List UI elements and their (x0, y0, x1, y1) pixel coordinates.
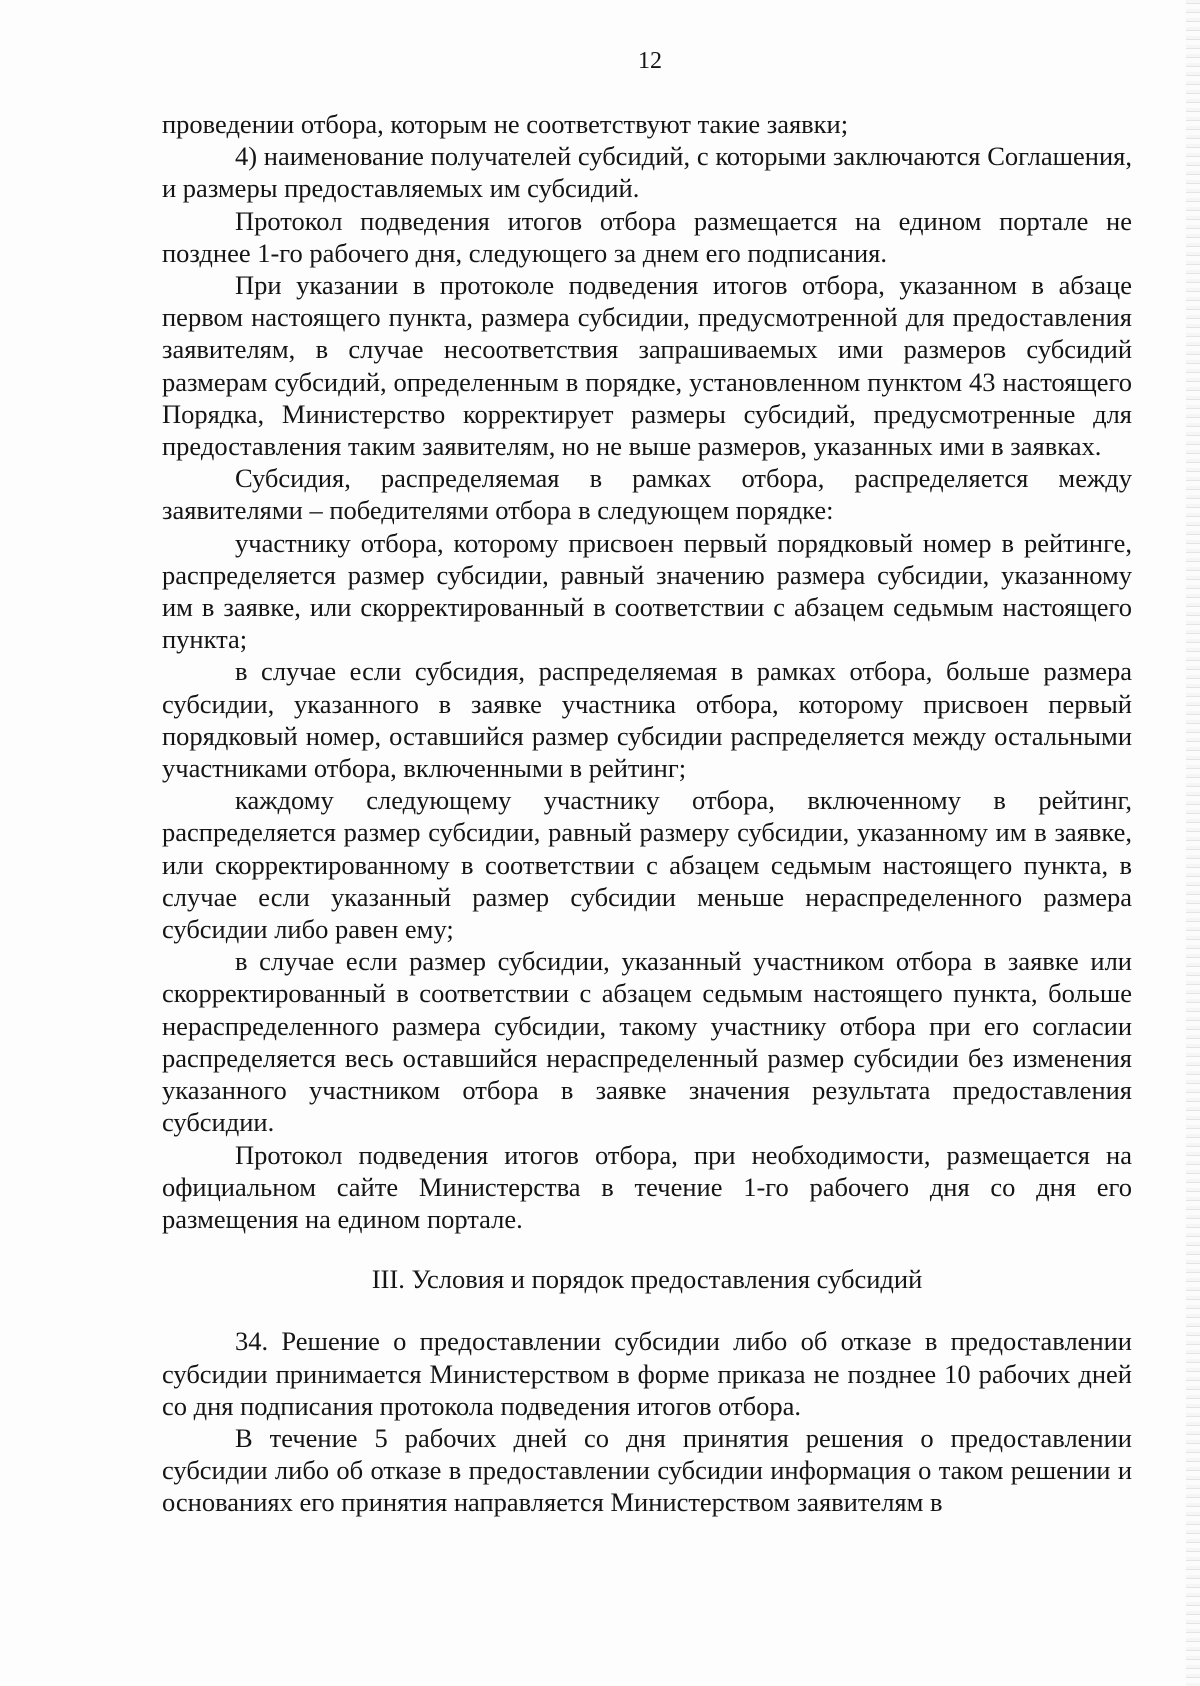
paragraph-continuation: проведении отбора, которым не соответствуют такие заявки; (162, 109, 849, 139)
paragraph: участнику отбора, которому присвоен первый порядковый номер в рейтинге, распределяется размер субсидии, равный значению размера субсидии, указанному им в заявке, или скорректированный в соответствии с абзацем седьмым настоящего пункта; (162, 527, 1132, 655)
paragraph: Субсидия, распределяемая в рамках отбора, распределяется между заявителями – победителями отбора в следующем порядке: (162, 463, 1132, 526)
scan-edge-artifact (1186, 0, 1200, 1686)
paragraph: В течение 5 рабочих дней со дня принятия решения о предоставлении субсидии либо об отказе в предоставлении субсидии информация о таком решении и основаниях его принятия направляется Министерством заявителям в (162, 1422, 1132, 1518)
section-heading: III. Условия и порядок предоставления субсидий (371, 1264, 923, 1295)
paragraph: 34. Решение о предоставлении субсидии либо об отказе в предоставлении субсидии принимается Министерством в форме приказа не позднее 10 рабочих дней со дня подписания протокола подведения итогов отбора. (162, 1326, 1132, 1421)
paragraph: в случае если размер субсидии, указанный участником отбора в заявке или скорректированный в соответствии с абзацем седьмым настоящего пункта, больше нераспределенного размера субсидии, такому участнику отбора при его согласии распределяется весь оставшийся нераспределенный размер субсидии без изменения указанного участником отбора в заявке значения результата предоставления субсидии. (162, 946, 1132, 1138)
paragraph: в случае если субсидия, распределяемая в рамках отбора, больше размера субсидии, указанного в заявке участника отбора, которому присвоен первый порядковый номер, оставшийся размер субсидии распределяется между остальными участниками отбора, включенными в рейтинг; (162, 656, 1132, 784)
paragraph: каждому следующему участнику отбора, включенному в рейтинг, распределяется размер субсидии, равный размеру субсидии, указанному им в заявке, или скорректированному в соответствии с абзацем седьмым настоящего пункта, в случае если указанный размер субсидии меньше нераспределенного размера субсидии либо равен ему; (162, 785, 1132, 945)
paragraph: Протокол подведения итогов отбора, при необходимости, размещается на официальном сайте Министерства в течение 1-го рабочего дня со дня его размещения на едином портале. (162, 1139, 1132, 1234)
paragraph: Протокол подведения итогов отбора размещается на едином портале не позднее 1-го рабочего дня, следующего за днем его подписания. (162, 205, 1132, 268)
paragraph: 4) наименование получателей субсидий, с которыми заключаются Соглашения, и размеры предоставляемых им субсидий. (162, 141, 1132, 204)
document-body (162, 108, 1132, 1519)
paragraph: При указании в протоколе подведения итогов отбора, указанном в абзаце первом настоящего пункта, размера субсидии, предусмотренной для предоставления заявителям, в случае несоответствия запрашиваемых ими размеров субсидий размерам субсидий, определенным в порядке, установленном пунктом 43 настоящего Порядка, Министерство корректирует размеры субсидий, предусмотренные для предоставления таким заявителям, но не выше размеров, указанных ими в заявках. (162, 270, 1132, 462)
page-number: 12 (638, 48, 662, 74)
